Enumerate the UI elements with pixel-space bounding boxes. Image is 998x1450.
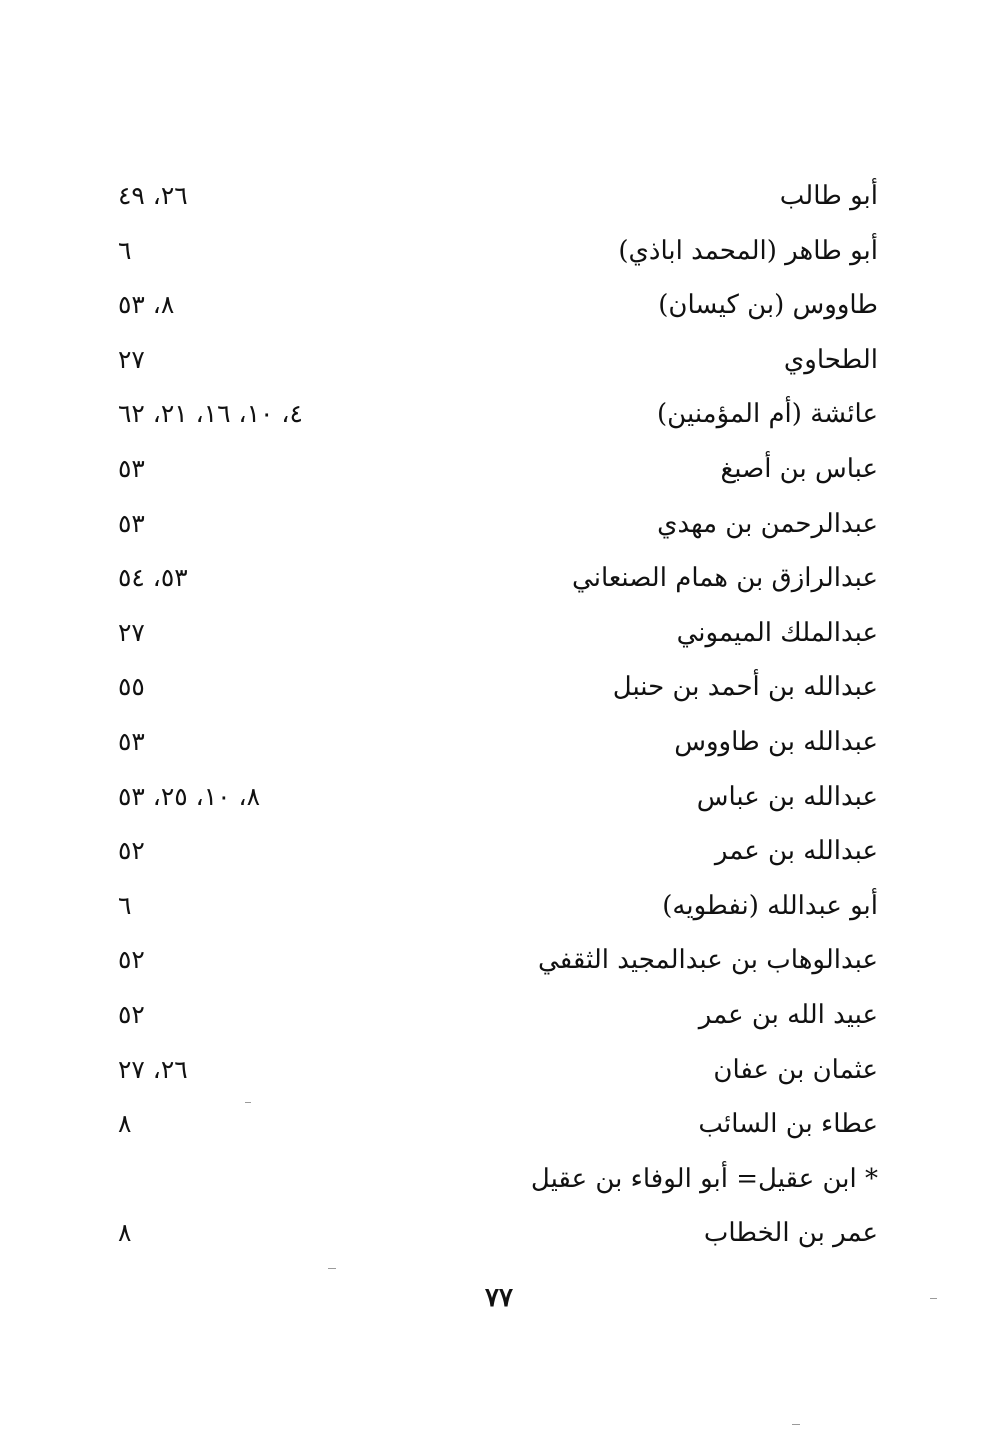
entry-name: عبدالله بن عمر (714, 836, 878, 867)
index-entry (0, 878, 998, 933)
entry-name: عبيد الله بن عمر (698, 999, 878, 1030)
entry-name: عائشة (أم المؤمنين) (657, 399, 878, 430)
index-entry (0, 496, 998, 551)
entry-name: أبو طاهر (المحمد اباذي) (618, 235, 878, 266)
entry-pages: ٢٧ (118, 344, 145, 374)
entry-name: * ابن عقيل= أبو الوفاء بن عقيل (530, 1163, 878, 1194)
entry-pages: ٥٢ (118, 836, 145, 866)
entry-name: عبدالملك الميموني (676, 617, 878, 648)
entry-pages: ٤، ١٠، ١٦، ٢١، ٦٢ (118, 399, 303, 429)
entry-name: عمر بن الخطاب (703, 1218, 878, 1249)
entry-pages: ٥٢ (118, 945, 145, 975)
index-entry (0, 714, 998, 769)
entry-name: أبو عبدالله (نفطويه) (662, 890, 878, 921)
entry-name: طاووس (بن كيسان) (658, 290, 878, 321)
scan-speck (792, 1424, 800, 1425)
entry-pages: ٢٦، ٢٧ (118, 1054, 188, 1084)
entry-name: أبو طالب (779, 181, 878, 211)
index-entry (0, 1205, 998, 1260)
entry-name: عبدالله بن أحمد بن حنبل (612, 672, 878, 703)
entry-name: عبدالله بن عباس (696, 781, 878, 812)
entry-pages: ٢٧ (118, 617, 145, 647)
page-number: ٧٧ (485, 1283, 513, 1313)
index-entry (0, 550, 998, 605)
entry-pages: ٥٢ (118, 999, 145, 1029)
index-entry (0, 168, 998, 223)
index-entry (0, 932, 998, 987)
entry-pages: ٥٥ (118, 672, 145, 702)
index-entry (0, 659, 998, 714)
entry-pages: ٨ (118, 1109, 132, 1139)
entry-pages: ٦ (118, 235, 132, 265)
index-entry (0, 769, 998, 824)
entry-pages: ٨، ١٠، ٢٥، ٥٣ (118, 781, 261, 811)
entry-pages: ٢٦، ٤٩ (118, 181, 188, 210)
index-entry (0, 277, 998, 332)
index-entry (0, 1042, 998, 1097)
entry-pages: ٦ (118, 890, 132, 920)
scan-speck (245, 1102, 251, 1103)
entry-name: عطاء بن السائب (698, 1109, 878, 1140)
index-list (0, 168, 998, 1260)
entry-name: عبدالرازق بن همام الصنعاني (572, 563, 878, 594)
entry-name: عبدالله بن طاووس (674, 726, 878, 757)
index-entry (0, 386, 998, 441)
index-entry (0, 223, 998, 278)
index-entry (0, 441, 998, 496)
entry-name: عبدالرحمن بن مهدي (657, 508, 878, 539)
entry-pages: ٨ (118, 1218, 132, 1248)
scan-speck (328, 1268, 336, 1269)
entry-pages: ٨، ٥٣ (118, 290, 175, 320)
index-entry (0, 823, 998, 878)
scan-speck (930, 1298, 937, 1299)
entry-pages: ٥٣، ٥٤ (118, 563, 188, 593)
entry-pages: ٥٣ (118, 453, 145, 483)
index-entry (0, 605, 998, 660)
entry-name: عباس بن أصبغ (720, 453, 878, 484)
entry-name: عبدالوهاب بن عبدالمجيد الثقفي (538, 945, 878, 976)
index-entry (0, 1096, 998, 1151)
entry-pages: ٥٣ (118, 508, 145, 538)
cross-reference-entry (0, 1151, 998, 1206)
index-entry (0, 987, 998, 1042)
entry-name: عثمان بن عفان (713, 1054, 878, 1085)
entry-name: الطحاوي (783, 344, 878, 375)
entry-pages: ٥٣ (118, 726, 145, 756)
index-entry (0, 332, 998, 387)
